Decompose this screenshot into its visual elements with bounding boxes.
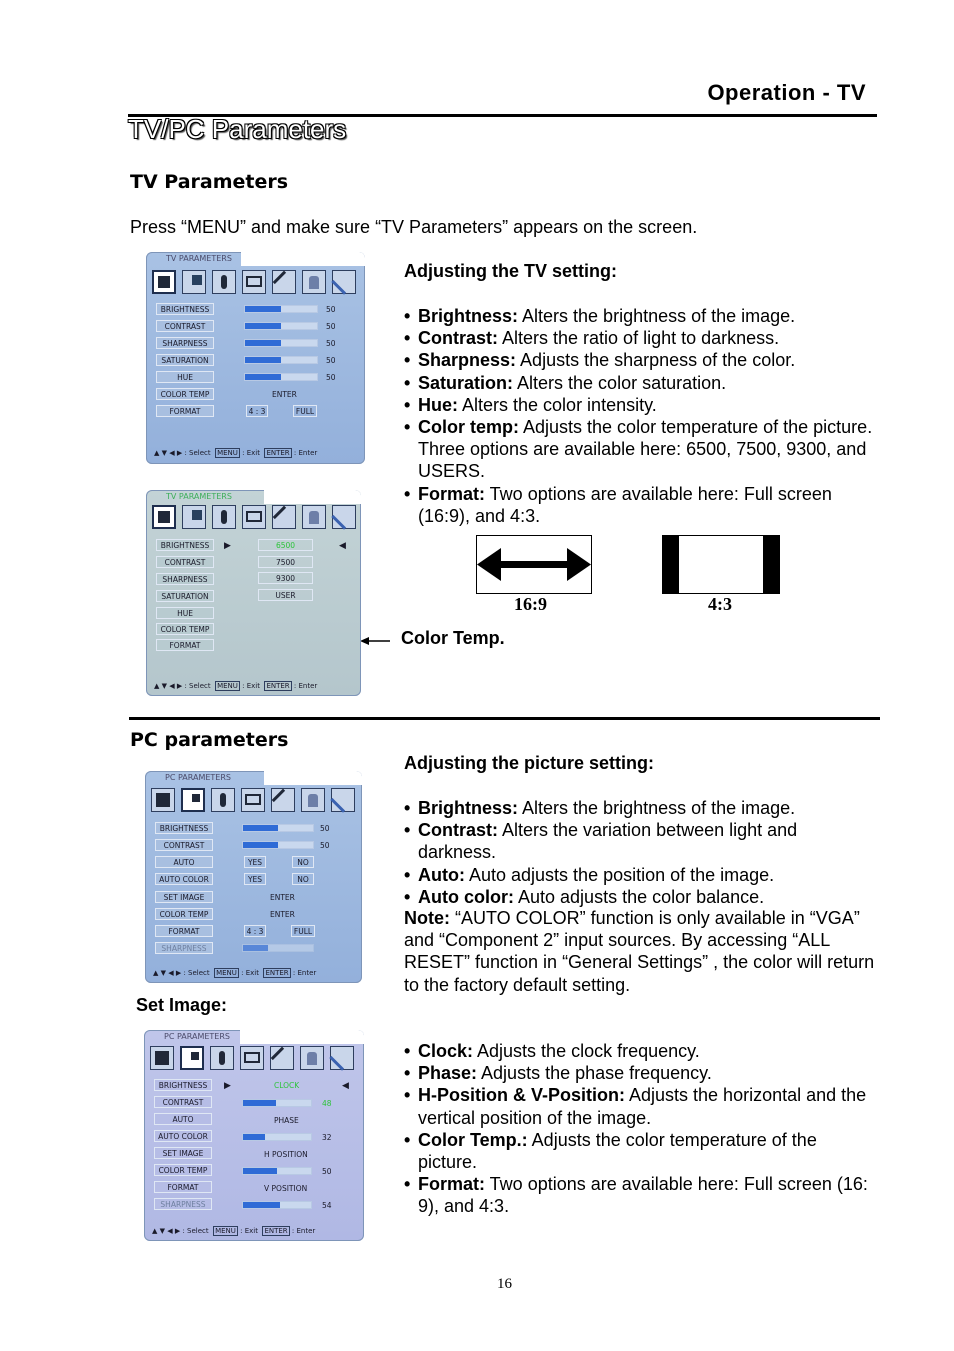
osd-label: SHARPNESS: [156, 337, 214, 349]
tv-parameters-heading: TV Parameters: [130, 171, 289, 193]
osd-label: BRIGHTNESS: [154, 1079, 212, 1091]
tools-icon: [270, 1046, 294, 1070]
osd-label: CONTRAST: [154, 1096, 212, 1108]
osd-label: FORMAT: [155, 925, 213, 937]
nav-arrows-icon: ▲ ▼ ◀ ▶: [152, 1227, 181, 1235]
osd-icon-row: [151, 788, 355, 812]
osd-level-bar: [242, 1133, 312, 1141]
osd-level-bar: [242, 1099, 312, 1107]
list-item: • Brightness: Alters the brightness of the image.: [404, 305, 879, 327]
arrow-right-icon: ▶: [224, 1080, 231, 1090]
osd-label: FORMAT: [154, 1181, 212, 1193]
osd-option: 7500: [258, 556, 313, 568]
osd-option: 4 : 3: [244, 925, 266, 937]
auto-color-note: Note: “AUTO COLOR” function is only available in “VGA” and “Component 2” input sources. By accessing “ALL RESET” function in “General Settings” , the color will return to the factory default setting.: [404, 908, 875, 995]
arrow-left-icon: ◀: [342, 1080, 349, 1090]
osd-value: V POSITION: [264, 1184, 308, 1193]
list-item: • Format: Two options are available here: Full screen (16: 9), and 4:3.: [404, 1173, 879, 1217]
window-icon: [241, 788, 265, 812]
pen-icon: [330, 1046, 354, 1070]
osd-option: 4 : 3: [246, 405, 268, 417]
pip-icon: [182, 505, 206, 529]
speaker-icon: [210, 1046, 234, 1070]
color-temp-callout: Color Temp.: [401, 628, 505, 648]
tools-icon: [272, 270, 296, 294]
osd-label: COLOR TEMP: [156, 623, 214, 635]
set-image-feature-list: [404, 1040, 879, 1218]
osd-label: SET IMAGE: [154, 1147, 212, 1159]
picture-icon: [152, 270, 176, 294]
osd-value: 50: [326, 373, 336, 382]
osd-value: ENTER: [272, 390, 297, 399]
list-item: • Color temp: Adjusts the color temperature of the picture. Three options are available here: 6500, 7500, 9300, and USERS.: [404, 416, 879, 483]
list-item: • Saturation: Alters the color saturation.: [404, 372, 879, 394]
list-item: • Brightness: Alters the brightness of the image.: [404, 797, 844, 819]
list-item: • Sharpness: Adjusts the sharpness of the color.: [404, 349, 879, 371]
callout-arrow-icon: [360, 632, 390, 640]
list-item: • Clock: Adjusts the clock frequency.: [404, 1040, 879, 1062]
osd-option: YES: [244, 856, 266, 868]
sharpness-bar: [242, 944, 314, 952]
osd-option: NO: [292, 856, 314, 868]
osd-option: YES: [244, 873, 266, 885]
speaker-icon: [211, 788, 235, 812]
osd-label: FORMAT: [156, 405, 214, 417]
tv-intro: Press “MENU” and make sure “TV Parameters” appears on the screen.: [130, 217, 698, 237]
osd-label: AUTO: [154, 1113, 212, 1125]
osd-label: CONTRAST: [156, 320, 214, 332]
picture-icon: [150, 1046, 174, 1070]
osd-tab-label: PC PARAMETERS: [165, 773, 231, 782]
osd-label: SHARPNESS: [154, 1198, 212, 1210]
window-icon: [242, 270, 266, 294]
osd-footer: ▲ ▼ ◀ ▶ : Select MENU : Exit ENTER : Enter: [153, 969, 317, 977]
osd-level-bar: [244, 322, 318, 330]
arrow-right-icon: ▶: [224, 540, 231, 550]
osd-value: PHASE: [274, 1116, 299, 1125]
osd-label: AUTO COLOR: [154, 1130, 212, 1142]
speaker-icon: [212, 505, 236, 529]
osd-option: 6500: [258, 539, 313, 551]
pip-icon: [180, 1046, 204, 1070]
list-item: • H-Position & V-Position: Adjusts the horizontal and the vertical position of the image.: [404, 1084, 879, 1128]
osd-value: 54: [322, 1201, 332, 1210]
osd-label: AUTO COLOR: [155, 873, 213, 885]
osd-label: HUE: [156, 371, 214, 383]
pen-icon: [332, 505, 356, 529]
tv-adjust-heading: Adjusting the TV setting:: [404, 261, 617, 281]
arrow-left-icon: ◀: [339, 540, 346, 550]
osd-label: COLOR TEMP: [154, 1164, 212, 1176]
osd-value: ENTER: [270, 893, 295, 902]
page-number: 16: [497, 1276, 512, 1292]
lock-icon: [302, 505, 326, 529]
osd-value: 50: [320, 824, 330, 833]
pc-feature-list: [404, 797, 844, 908]
osd-icon-row: [150, 1046, 354, 1070]
osd-label: CONTRAST: [155, 839, 213, 851]
osd-level-bar: [244, 339, 318, 347]
osd-value: 48: [322, 1099, 332, 1108]
osd-value: 50: [326, 339, 336, 348]
nav-arrows-icon: ▲ ▼ ◀ ▶: [154, 449, 183, 457]
list-item: • Contrast: Alters the variation between light and darkness.: [404, 819, 844, 863]
osd-value: 50: [326, 305, 336, 314]
pen-icon: [331, 788, 355, 812]
tv-color-temp-osd-screenshot: [146, 490, 361, 696]
osd-footer: ▲ ▼ ◀ ▶ : Select MENU : Exit ENTER : Enter: [152, 1227, 316, 1235]
tv-feature-list: [404, 305, 879, 527]
osd-footer: ▲ ▼ ◀ ▶ : Select MENU : Exit ENTER : Enter: [154, 682, 318, 690]
aspect-43-label: 4:3: [708, 594, 732, 614]
osd-option: NO: [292, 873, 314, 885]
osd-level-bar: [242, 1201, 312, 1209]
osd-value: 32: [322, 1133, 332, 1142]
aspect-43-diagram: [662, 535, 780, 594]
picture-icon: [152, 505, 176, 529]
pc-parameters-heading: PC parameters: [130, 729, 289, 751]
osd-label: BRIGHTNESS: [155, 822, 213, 834]
osd-tab-label: TV PARAMETERS: [166, 492, 232, 501]
osd-level-bar: [242, 841, 314, 849]
osd-label: BRIGHTNESS: [156, 303, 214, 315]
pen-icon: [332, 270, 356, 294]
osd-level-bar: [244, 356, 318, 364]
set-image-label: Set Image:: [136, 995, 228, 1015]
osd-tab-label: PC PARAMETERS: [164, 1032, 230, 1041]
nav-arrows-icon: ▲ ▼ ◀ ▶: [153, 969, 182, 977]
window-icon: [242, 505, 266, 529]
section-header: Operation - TV: [707, 80, 866, 105]
osd-option: USER: [258, 589, 313, 601]
pc-set-image-osd-screenshot: [144, 1030, 364, 1241]
osd-value: 50: [326, 322, 336, 331]
osd-option: FULL: [291, 925, 315, 937]
osd-label: AUTO: [155, 856, 213, 868]
osd-level-bar: [242, 1167, 312, 1175]
nav-arrows-icon: ▲ ▼ ◀ ▶: [154, 682, 183, 690]
osd-value: 50: [320, 841, 330, 850]
list-item: • Color Temp.: Adjusts the color temperature of the picture.: [404, 1129, 879, 1173]
pc-osd-screenshot: [145, 771, 362, 983]
osd-label: SET IMAGE: [155, 891, 213, 903]
osd-option: 9300: [258, 572, 313, 584]
osd-value: 50: [322, 1167, 332, 1176]
pip-icon: [181, 788, 205, 812]
osd-footer: ▲ ▼ ◀ ▶ : Select MENU : Exit ENTER : Enter: [154, 449, 318, 457]
osd-label: COLOR TEMP: [155, 908, 213, 920]
osd-label: BRIGHTNESS: [156, 539, 214, 551]
osd-label: SATURATION: [156, 590, 214, 602]
osd-label: COLOR TEMP: [156, 388, 214, 400]
osd-label: SHARPNESS: [156, 573, 214, 585]
osd-tab-label: TV PARAMETERS: [166, 254, 232, 263]
page-title: TV/PC Parameters: [128, 114, 347, 144]
pc-adjust-heading: Adjusting the picture setting:: [404, 753, 654, 773]
aspect-169-diagram: [476, 535, 592, 594]
picture-icon: [151, 788, 175, 812]
window-icon: [240, 1046, 264, 1070]
lock-icon: [301, 788, 325, 812]
list-item: • Format: Two options are available here: Full screen (16:9), and 4:3.: [404, 483, 879, 527]
osd-label: CONTRAST: [156, 556, 214, 568]
osd-level-bar: [244, 305, 318, 313]
osd-icon-row: [152, 505, 356, 529]
lock-icon: [302, 270, 326, 294]
section-divider: [129, 717, 880, 720]
osd-value: ENTER: [270, 910, 295, 919]
tv-osd-screenshot: [146, 252, 365, 464]
aspect-169-label: 16:9: [514, 594, 547, 614]
list-item: • Auto: Auto adjusts the position of the image.: [404, 864, 844, 886]
osd-value: H POSITION: [264, 1150, 308, 1159]
osd-level-bar: [244, 373, 318, 381]
osd-label: SHARPNESS: [155, 942, 213, 954]
list-item: • Phase: Adjusts the phase frequency.: [404, 1062, 879, 1084]
osd-icon-row: [152, 270, 356, 294]
speaker-icon: [212, 270, 236, 294]
list-item: • Auto color: Auto adjusts the color balance.: [404, 886, 844, 908]
list-item: • Hue: Alters the color intensity.: [404, 394, 879, 416]
osd-value: CLOCK: [274, 1081, 300, 1090]
osd-level-bar: [242, 824, 314, 832]
pip-icon: [182, 270, 206, 294]
list-item: • Contrast: Alters the ratio of light to darkness.: [404, 327, 879, 349]
osd-label: HUE: [156, 607, 214, 619]
osd-label: FORMAT: [156, 639, 214, 651]
lock-icon: [300, 1046, 324, 1070]
tools-icon: [272, 505, 296, 529]
tools-icon: [271, 788, 295, 812]
osd-option: FULL: [293, 405, 317, 417]
osd-label: SATURATION: [156, 354, 214, 366]
osd-value: 50: [326, 356, 336, 365]
